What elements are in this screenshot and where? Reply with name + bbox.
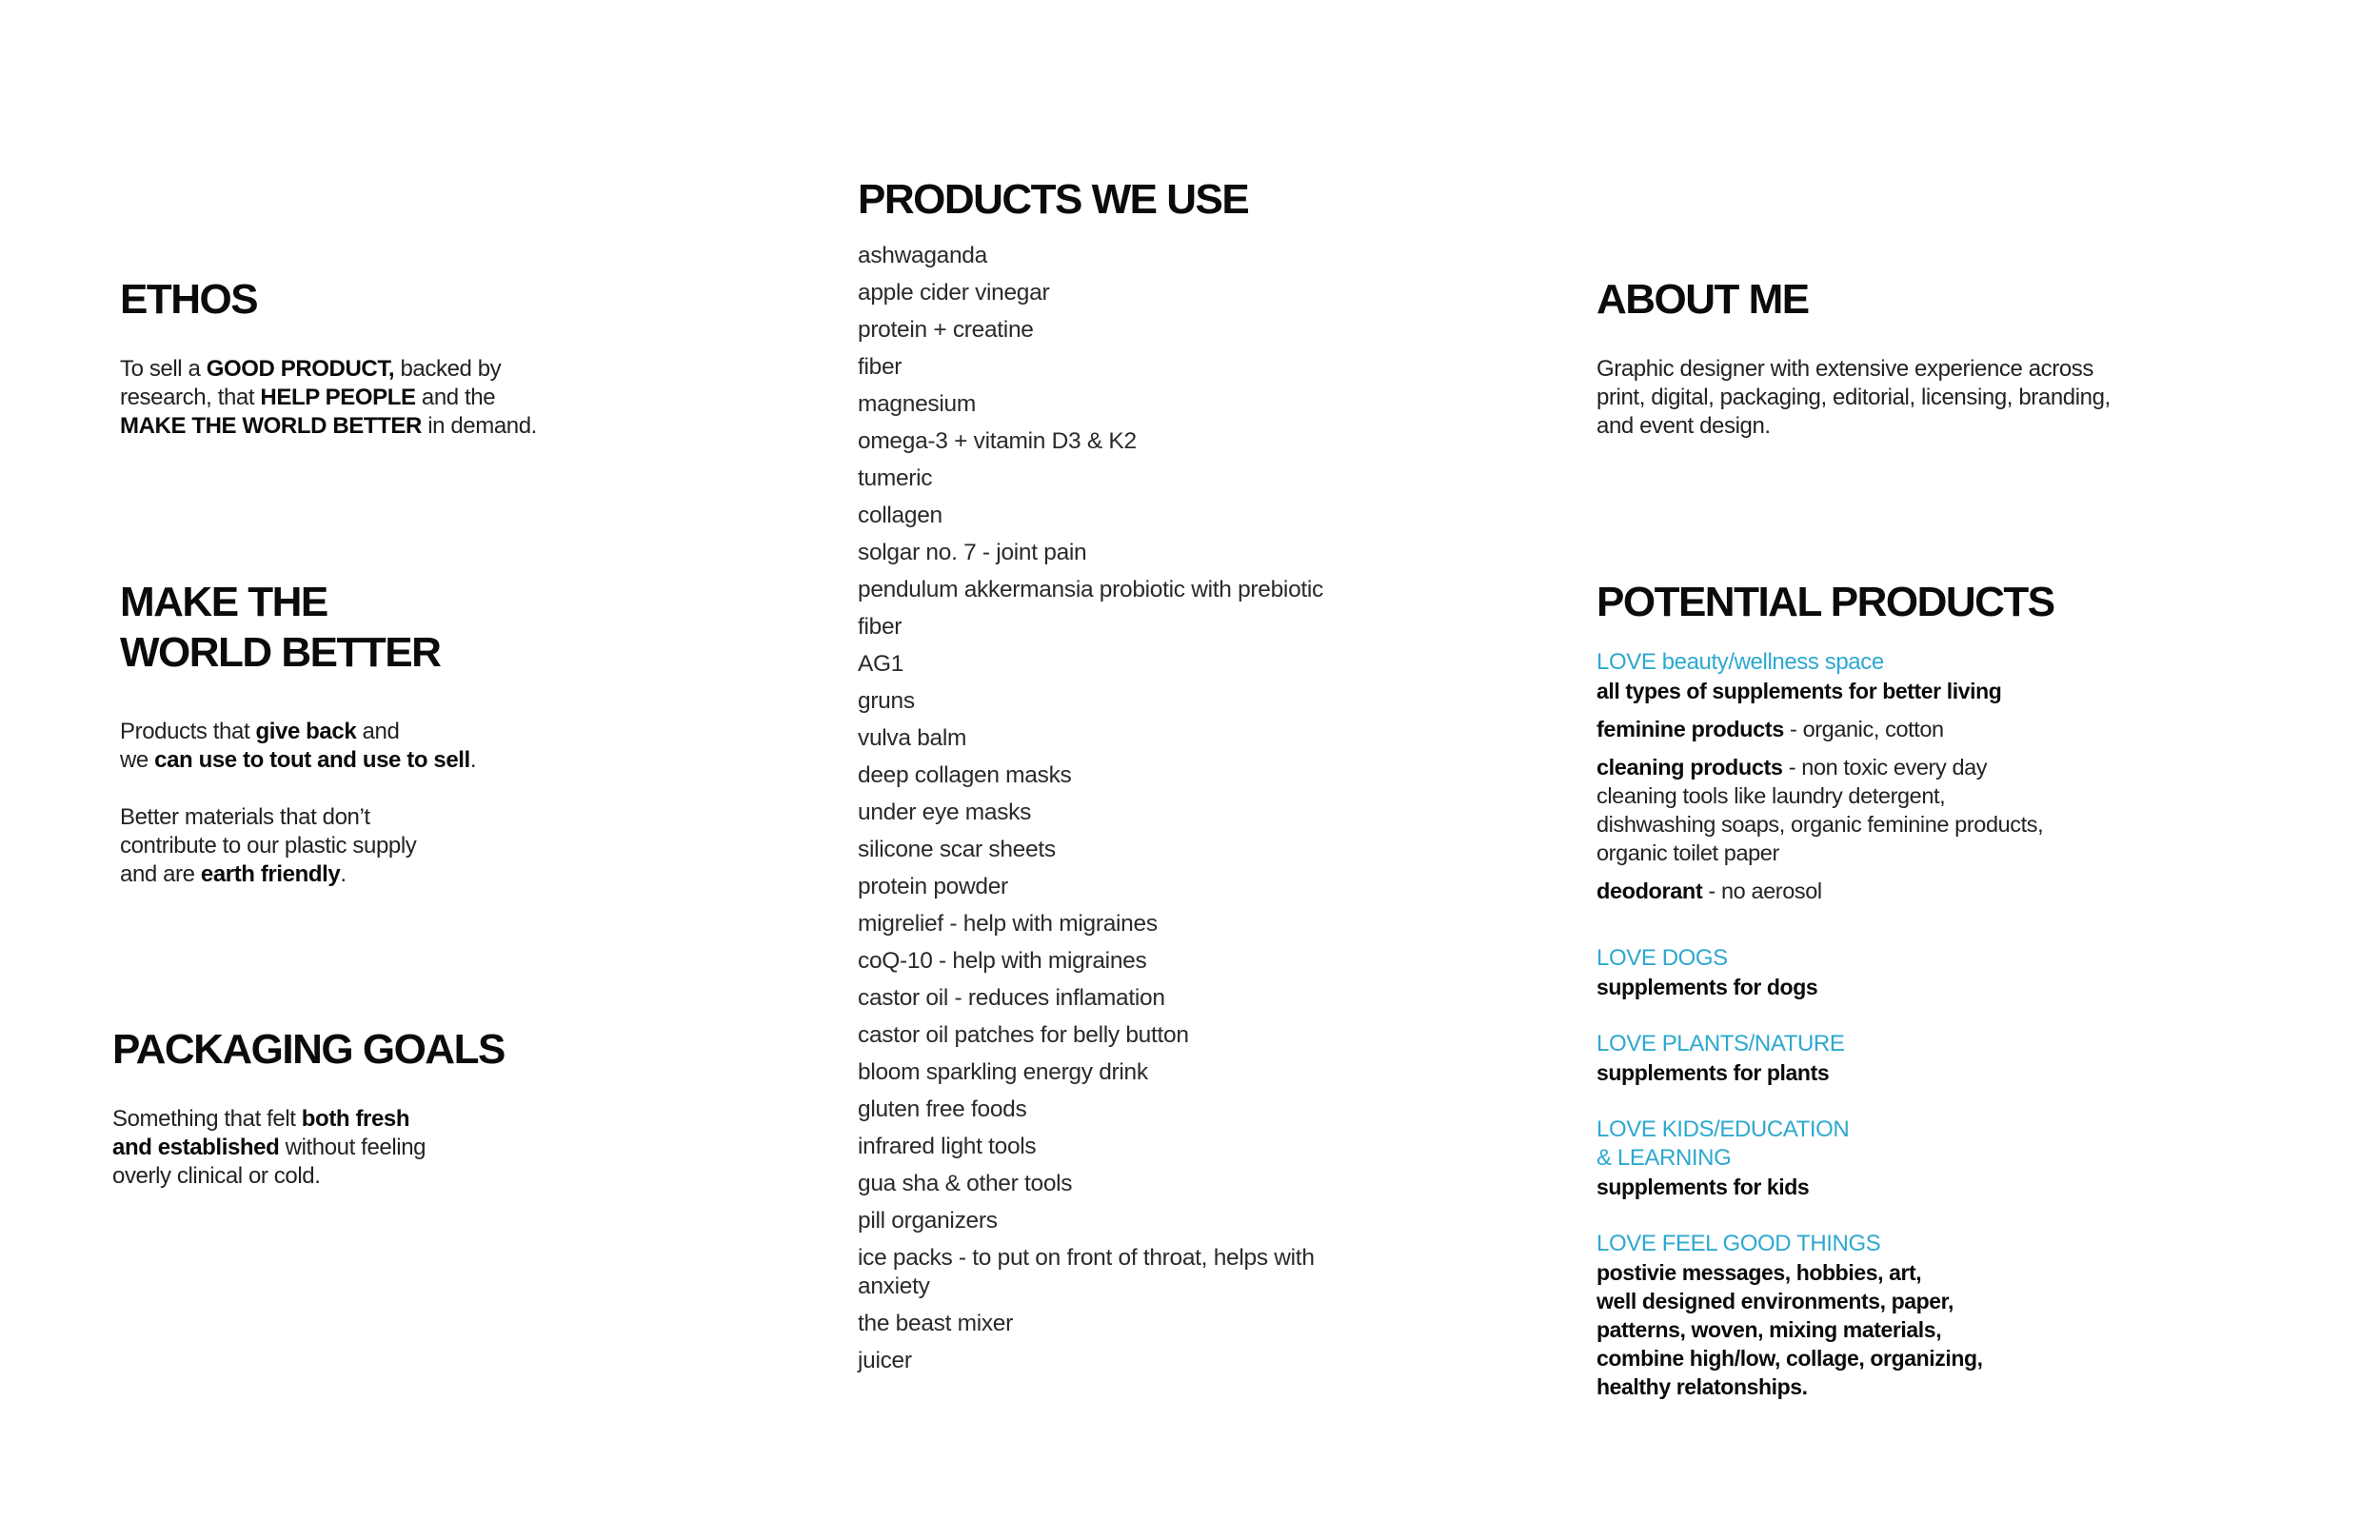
feel-good-line-2: well designed environments, paper, [1597, 1289, 1954, 1313]
ethos-heading: ETHOS [120, 276, 258, 323]
kids-block [1597, 1116, 2130, 1201]
product-item: castor oil - reduces inflamation [858, 985, 1165, 1011]
product-item: vulva balm [858, 725, 967, 751]
product-item: pill organizers [858, 1208, 998, 1234]
packaging-section [112, 1024, 645, 1191]
product-item: bloom sparkling energy drink [858, 1059, 1148, 1085]
product-item: collagen [858, 503, 942, 528]
feel-good-block [1597, 1230, 2130, 1401]
product-item: gluten free foods [858, 1096, 1027, 1122]
packaging-text: Something that felt both fresh and established without feeling overly clinical or cold. [112, 1106, 426, 1189]
beauty-wellness-category: LOVE beauty/wellness space [1597, 649, 1884, 675]
make-world-better-emphasis: MAKE THE WORLD BETTER [120, 413, 422, 439]
packaging-heading: PACKAGING GOALS [112, 1026, 505, 1073]
product-item: under eye masks [858, 800, 1032, 825]
product-item: migrelief - help with migraines [858, 911, 1158, 937]
products-we-use-section [858, 174, 1353, 1384]
feel-good-line-3: patterns, woven, mixing materials, [1597, 1317, 1942, 1342]
feel-good-category: LOVE FEEL GOOD THINGS [1597, 1231, 1881, 1256]
about-me-section [1597, 274, 2130, 441]
kids-category: LOVE KIDS/EDUCATION & LEARNING [1597, 1116, 1850, 1171]
products-we-use-heading: PRODUCTS WE USE [858, 176, 1249, 223]
product-item: juicer [858, 1348, 912, 1373]
product-item: omega-3 + vitamin D3 & K2 [858, 428, 1137, 454]
product-item: pendulum akkermansia probiotic with prebiotic [858, 577, 1324, 602]
product-item: silicone scar sheets [858, 837, 1056, 862]
product-item: tumeric [858, 465, 933, 491]
product-item: castor oil patches for belly button [858, 1022, 1189, 1048]
product-item: gua sha & other tools [858, 1171, 1073, 1196]
products-list [858, 242, 1343, 1375]
product-item: protein powder [858, 874, 1008, 899]
product-item: apple cider vinegar [858, 280, 1050, 306]
plants-desc: supplements for plants [1597, 1060, 1830, 1085]
feel-good-line-4: combine high/low, collage, organizing, [1597, 1346, 1983, 1371]
product-item: deep collagen masks [858, 762, 1072, 788]
plants-category: LOVE PLANTS/NATURE [1597, 1031, 1845, 1056]
about-me-text: Graphic designer with extensive experience across print, digital, packaging, editorial, licensing, branding, and event design. [1597, 356, 2111, 439]
product-item: fiber [858, 614, 902, 640]
good-product-emphasis: GOOD PRODUCT, [206, 356, 395, 382]
world-better-heading: MAKE THE WORLD BETTER [120, 579, 441, 676]
beauty-supplements-line: all types of supplements for better living [1597, 679, 2002, 703]
product-item: infrared light tools [858, 1134, 1037, 1159]
product-item: ice packs - to put on front of throat, helps with anxiety [858, 1245, 1315, 1299]
product-item: coQ-10 - help with migraines [858, 948, 1147, 974]
product-item: magnesium [858, 391, 976, 417]
dogs-category: LOVE DOGS [1597, 945, 1728, 971]
help-people-emphasis: HELP PEOPLE [260, 385, 416, 410]
product-item: gruns [858, 688, 915, 714]
dogs-desc: supplements for dogs [1597, 975, 1818, 999]
cleaning-products-line: cleaning products - non toxic every day cleaning tools like laundry detergent, dishwashing soaps, organic feminine products, organic toilet paper [1597, 755, 2044, 865]
about-me-heading: ABOUT ME [1597, 276, 1809, 323]
world-better-section [120, 577, 615, 889]
beauty-wellness-block [1597, 648, 2130, 905]
plants-block [1597, 1030, 2130, 1087]
product-item: AG1 [858, 651, 904, 677]
product-item: protein + creatine [858, 317, 1034, 343]
dogs-block [1597, 944, 2130, 1001]
feel-good-line-1: postivie messages, hobbies, art, [1597, 1260, 1922, 1285]
product-item: solgar no. 7 - joint pain [858, 540, 1087, 565]
product-item: the beast mixer [858, 1311, 1013, 1336]
kids-desc: supplements for kids [1597, 1175, 1810, 1199]
potential-products-heading: POTENTIAL PRODUCTS [1597, 579, 2054, 625]
deodorant-line: deodorant - no aerosol [1597, 879, 1822, 903]
world-better-text-2: Better materials that don’t contribute to our plastic supply and are earth friendly. [120, 804, 417, 887]
product-item: ashwaganda [858, 243, 987, 268]
product-item: fiber [858, 354, 902, 380]
feminine-products-line: feminine products - organic, cotton [1597, 717, 1944, 741]
world-better-text-1: Products that give back and we can use to tout and use to sell. [120, 719, 477, 773]
potential-products-section [1597, 577, 2130, 1401]
ethos-section [120, 274, 615, 441]
feel-good-line-5: healthy relatonships. [1597, 1374, 1808, 1399]
ethos-text: To sell a GOOD PRODUCT, backed by research, that HELP PEOPLE and the MAKE THE WORLD BETTER in demand. [120, 356, 537, 439]
